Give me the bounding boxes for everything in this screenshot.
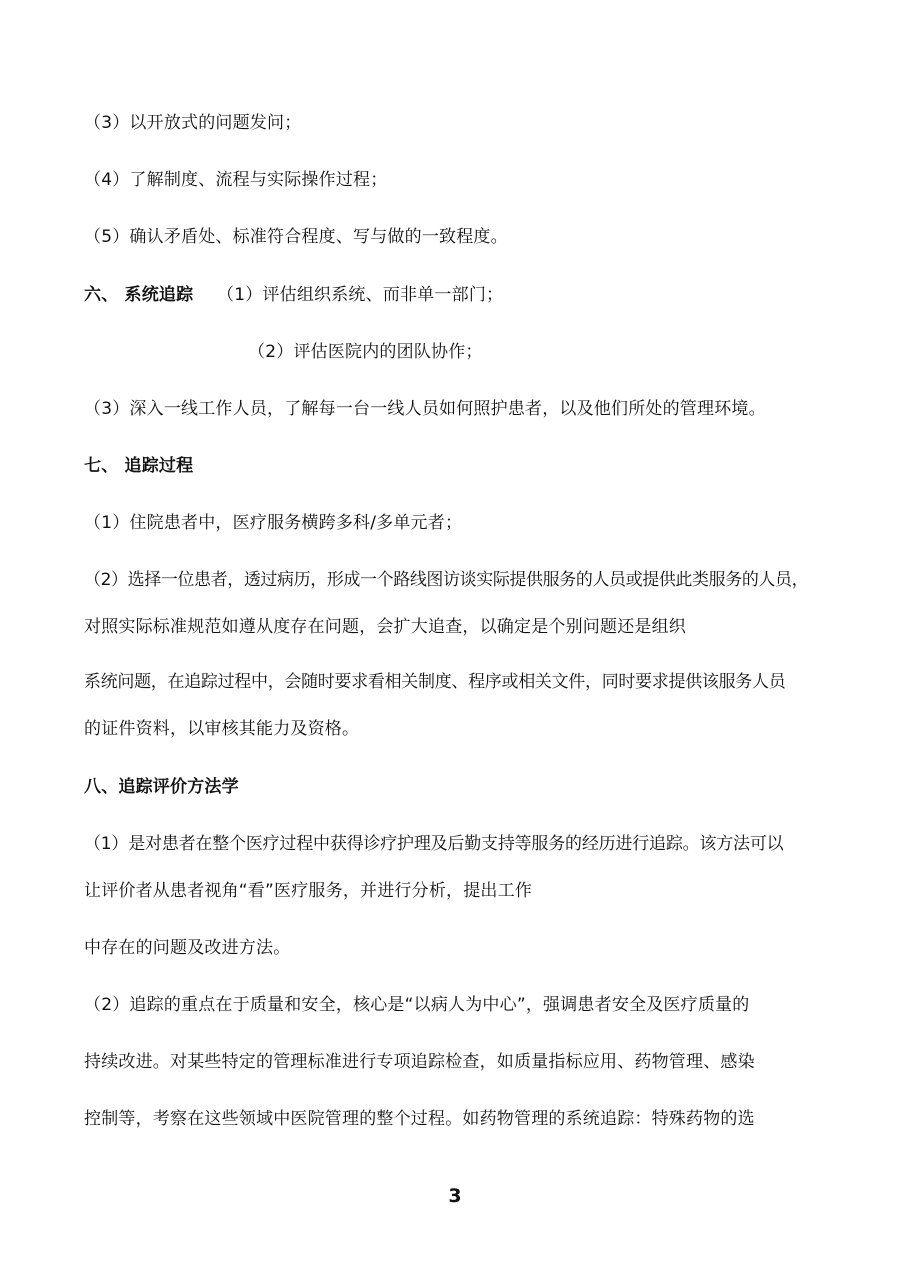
section-8-item-2-cont-2: 控制等，考察在这些领域中医院管理的整个过程。如药物管理的系统追踪：特殊药物的选 bbox=[84, 1109, 755, 1129]
page-number: 3 bbox=[448, 1185, 462, 1207]
section-8-item-2-cont-1: 持续改进。对某些特定的管理标准进行专项追踪检查，如质量指标应用、药物管理、感染 bbox=[84, 1052, 755, 1072]
section-heading-6: 六、 系统追踪 bbox=[84, 285, 194, 305]
section-heading-8: 八、追踪评价方法学 bbox=[84, 777, 239, 797]
section-6-item-2: （2）评估医院内的团队协作； bbox=[248, 342, 483, 362]
section-7-item-2-cont-3: 的证件资料，以审核其能力及资格。 bbox=[84, 719, 360, 739]
list-item-3: （3）以开放式的问题发问； bbox=[84, 113, 302, 133]
section-7-item-2-cont-2: 系统问题，在追踪过程中，会随时要求看相关制度、程序或相关文件，同时要求提供该服务人员 bbox=[84, 672, 786, 692]
section-6-item-1: （1）评估组织系统、而非单一部门； bbox=[217, 285, 504, 305]
section-8-item-2: （2）追踪的重点在于质量和安全，核心是“以病人为中心”，强调患者安全及医疗质量的 bbox=[84, 995, 750, 1015]
section-7-item-2-cont-1: 对照实际标准规范如遵从度存在问题，会扩大追查，以确定是个别问题还是组织 bbox=[84, 617, 686, 637]
section-7-item-2: （2）选择一位患者，透过病历，形成一个路线图访谈实际提供服务的人员或提供此类服务的人员， bbox=[84, 570, 809, 590]
section-8-item-1-cont-2: 中存在的问题及改进方法。 bbox=[84, 938, 291, 958]
section-8-item-1: （1）是对患者在整个医疗过程中获得诊疗护理及后勤支持等服务的经历进行追踪。该方法可以 bbox=[84, 834, 784, 854]
section-6-item-3: （3）深入一线工作人员，了解每一台一线人员如何照护患者，以及他们所处的管理环境。 bbox=[84, 399, 766, 419]
section-heading-7: 七、 追踪过程 bbox=[84, 456, 194, 476]
section-8-item-1-cont-1: 让评价者从患者视角“看”医疗服务，并进行分析，提出工作 bbox=[84, 881, 533, 901]
list-item-5: （5）确认矛盾处、标准符合程度、写与做的一致程度。 bbox=[84, 227, 508, 247]
section-7-item-1: （1）住院患者中，医疗服务横跨多科/多单元者； bbox=[84, 513, 463, 533]
list-item-4: （4）了解制度、流程与实际操作过程； bbox=[84, 170, 388, 190]
